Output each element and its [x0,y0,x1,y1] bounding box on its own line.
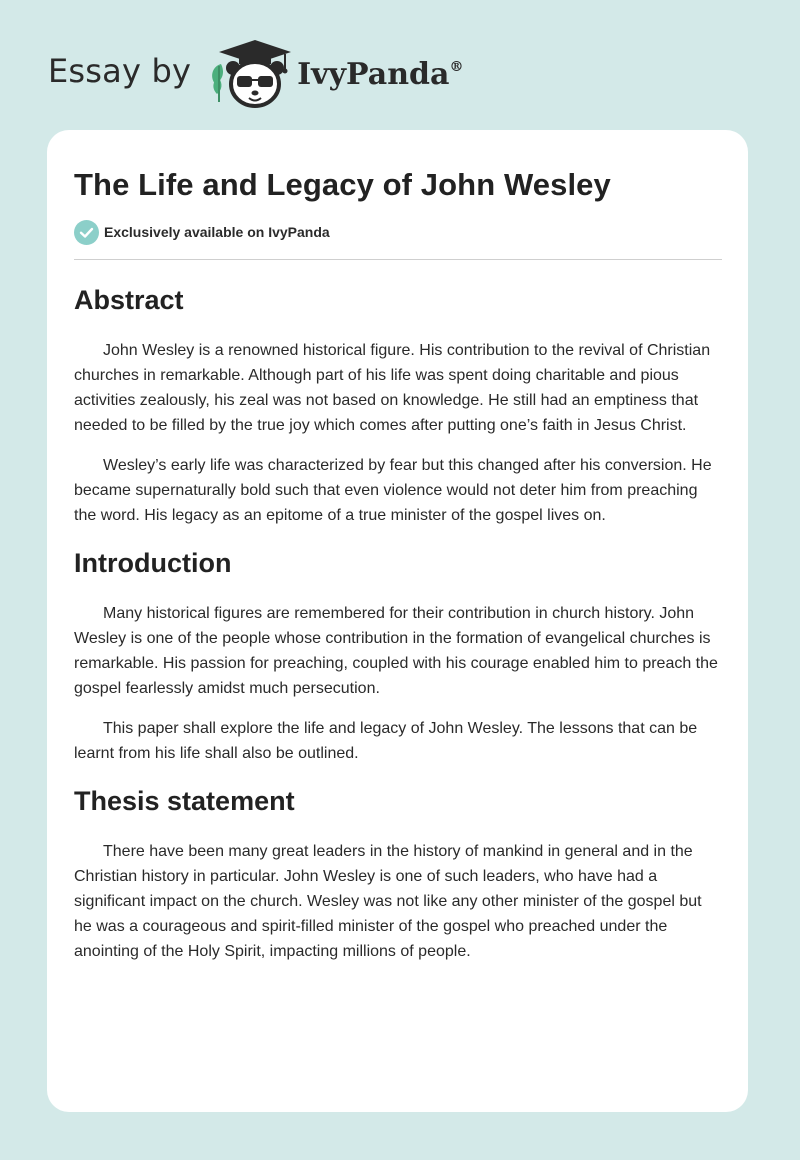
paragraph: Wesley’s early life was characterized by fear but this changed after his conversion. He became supernaturally bold such that even violence would not deter him from preaching the word. His legacy as an epitome of a true minister of the gospel lives on. [74,457,712,524]
section-heading-thesis-statement: Thesis statement [74,786,295,816]
panda-logo-icon[interactable] [205,36,295,112]
title-divider [74,259,722,260]
essay-card [47,130,748,1112]
brand-name[interactable]: IvyPanda® [297,56,464,92]
badge-text: Exclusively available on IvyPanda [104,224,330,240]
paragraph: This paper shall explore the life and legacy of John Wesley. The lessons that can be learnt from his life shall also be outlined. [74,720,698,762]
page-title: The Life and Legacy of John Wesley [74,167,611,202]
brand-prefix: Essay by [48,52,192,90]
paragraph: Many historical figures are remembered for their contribution in church history. John Wesley is one of the people whose contribution in the formation of evangelical churches is remarkable. His passion for preaching, coupled with his courage enabled him to preach the gospel fearlessly amidst much persecution. [74,605,718,697]
registered-mark: ® [449,58,464,75]
brand-header [48,34,463,114]
section-heading-abstract: Abstract [74,285,184,315]
paragraph: John Wesley is a renowned historical figure. His contribution to the revival of Christian churches in remarkable. Although part of his life was spent doing charitable and pious activities zealously, his zeal was not based on knowledge. He still had an emptiness that needed to be filled by the true joy which comes after putting one’s faith in Jesus Christ. [74,342,711,434]
exclusive-badge [74,219,722,245]
paragraph: There have been many great leaders in the history of mankind in general and in the Christian history in particular. John Wesley is one of such leaders, who have had a significant impact on the church. Wesley was not like any other minister of the gospel but he was a courageous and spirit-filled minister of the gospel who preached under the anointing of the Holy Spirit, impacting millions of people. [74,843,702,960]
section-heading-introduction: Introduction [74,548,232,578]
check-circle-icon [74,220,99,245]
